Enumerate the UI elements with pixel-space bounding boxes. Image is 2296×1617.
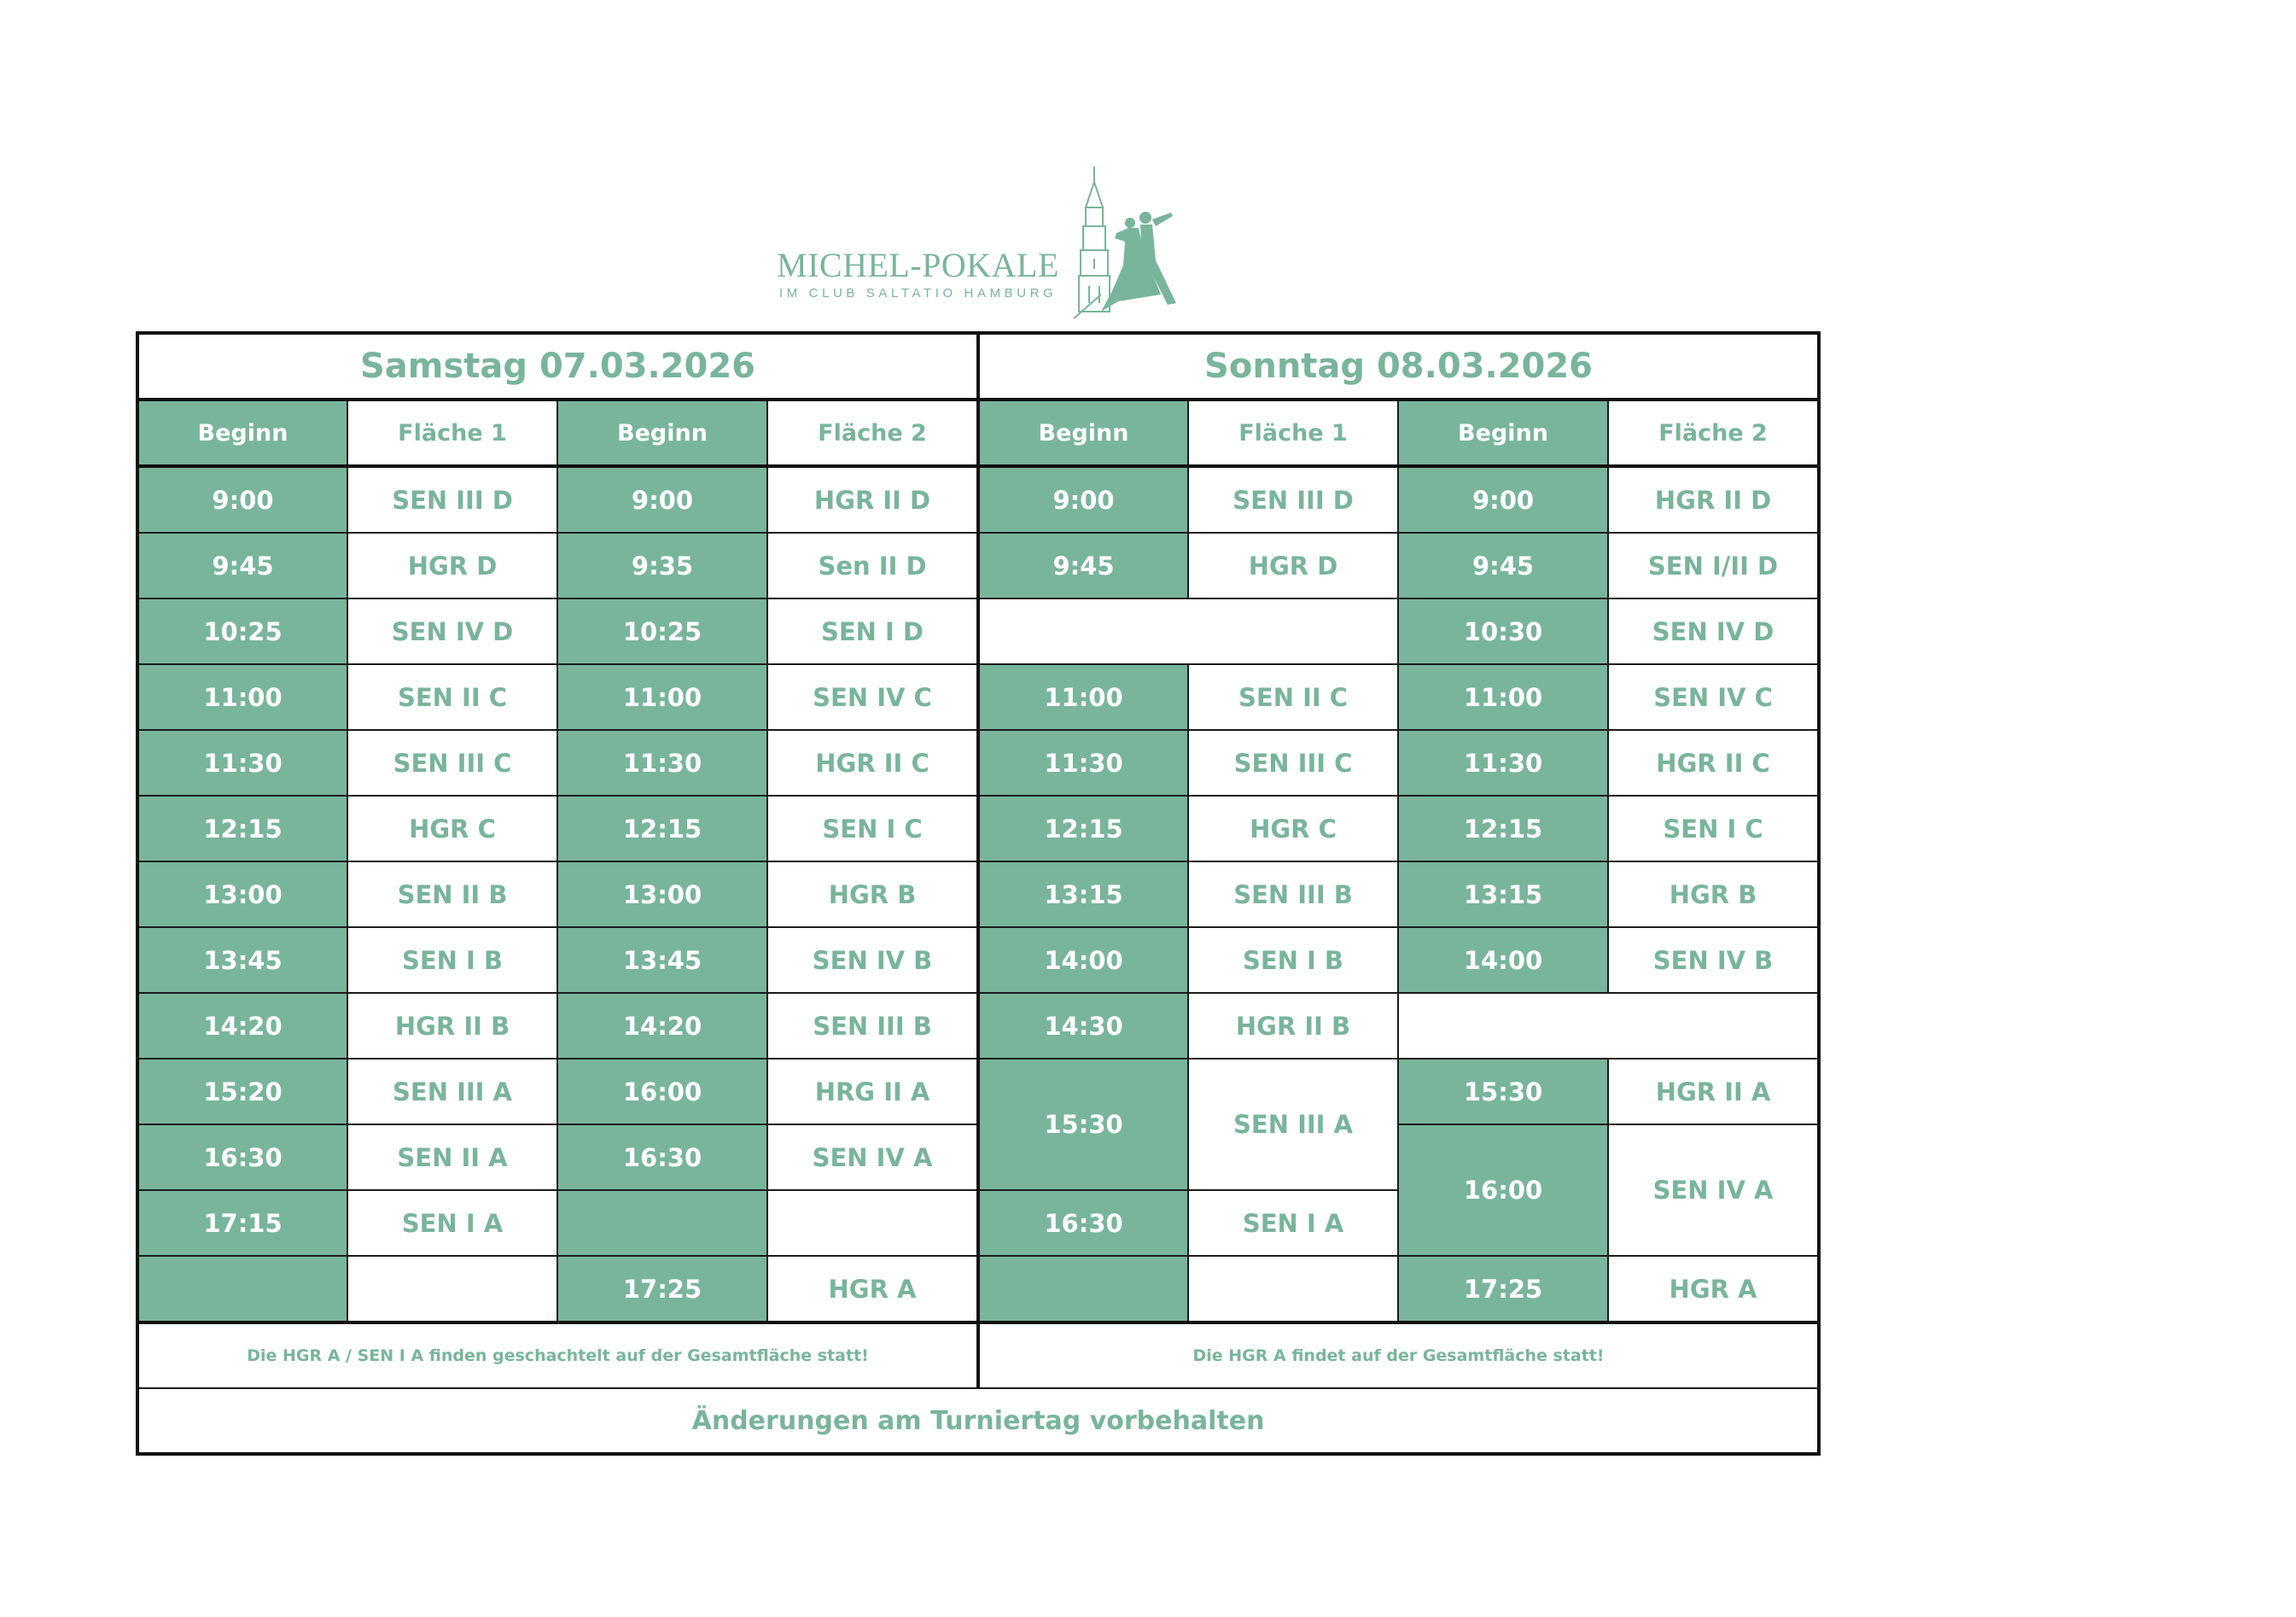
sat-f1-class: SEN II A [347,1124,557,1190]
sun-f2-time: 9:45 [1398,533,1608,598]
sat-f1-time: 15:20 [137,1059,347,1124]
footer-row [137,1388,1819,1454]
sat-f2-time: 10:25 [557,598,767,664]
schedule-row [137,1059,1819,1124]
sat-f2-time: 16:00 [557,1059,767,1124]
sun-f1-class: HGR II B [1188,993,1398,1059]
sun-f1-time: 11:30 [978,730,1188,796]
schedule-row [137,796,1819,861]
sat-f2-time: 9:35 [557,533,767,598]
sat-f1-time: 16:30 [137,1124,347,1190]
sat-f2-time: 9:00 [557,466,767,533]
logo-title: MICHEL-POKALE [777,246,1059,284]
schedule-row [137,993,1819,1059]
logo [772,166,1182,320]
sun-f2-class: HGR II D [1608,466,1819,533]
sat-f1-time: 9:00 [137,466,347,533]
sun-f1-class: SEN I B [1188,927,1398,993]
sun-col-header-beginn-2: Beginn [1398,400,1608,466]
church-tower-dancing-couple-icon [1067,166,1186,320]
sat-f2-class: Sen II D [767,533,978,598]
sun-f2-class: HGR A [1608,1256,1819,1322]
sat-f1-time: 9:45 [137,533,347,598]
sun-col-header-beginn-1: Beginn [978,400,1188,466]
sun-f2-class: SEN IV B [1608,927,1819,993]
sat-f2-time: 12:15 [557,796,767,861]
sat-f1-time: 11:00 [137,664,347,730]
sun-f1-time: 14:00 [978,927,1188,993]
schedule-row [137,664,1819,730]
sun-f1-class: SEN I A [1188,1190,1398,1256]
sun-f2-time: 12:15 [1398,796,1608,861]
sat-f2-class: SEN IV A [767,1124,978,1190]
sun-f2-class: HGR II C [1608,730,1819,796]
notes-row [137,1322,1819,1388]
sat-f2-class: SEN IV C [767,664,978,730]
sun-f2-time: 11:00 [1398,664,1608,730]
sat-f1-class: SEN III A [347,1059,557,1124]
sat-f1-time [137,1256,347,1322]
saturday-note: Die HGR A / SEN I A finden geschachtelt auf der Gesamtfläche statt! [137,1322,978,1388]
sat-f2-time: 17:25 [557,1256,767,1322]
sunday-title: Sonntag 08.03.2026 [978,333,1819,400]
sun-f1-class: HGR D [1188,533,1398,598]
sat-f2-class: HGR B [767,861,978,927]
sat-f2-time: 13:00 [557,861,767,927]
sat-f1-class: HGR II B [347,993,557,1059]
sun-f1-class: SEN III C [1188,730,1398,796]
sat-f1-class: HGR C [347,796,557,861]
sat-f1-class: SEN II C [347,664,557,730]
sat-f2-class: HGR A [767,1256,978,1322]
sun-f1-time: 14:30 [978,993,1188,1059]
sat-f1-class [347,1256,557,1322]
sat-f1-time: 13:45 [137,927,347,993]
sun-f2-time: 16:00 [1398,1124,1608,1256]
schedule-row [137,598,1819,664]
sat-col-header-beginn-2: Beginn [557,400,767,466]
sat-f1-class: SEN II B [347,861,557,927]
footer-disclaimer: Änderungen am Turniertag vorbehalten [137,1388,1819,1454]
sun-col-header-flaeche-1: Fläche 1 [1188,400,1398,466]
sat-f2-time: 13:45 [557,927,767,993]
sun-f1-empty [978,598,1398,664]
sat-f2-time: 11:30 [557,730,767,796]
sun-f1-time: 9:45 [978,533,1188,598]
sat-f2-class: SEN III B [767,993,978,1059]
sun-f1-time: 11:00 [978,664,1188,730]
sat-f1-class: HGR D [347,533,557,598]
sun-f2-class: SEN I/II D [1608,533,1819,598]
sun-f2-class: SEN IV A [1608,1124,1819,1256]
sat-f2-class: SEN I D [767,598,978,664]
sun-f2-time: 13:15 [1398,861,1608,927]
sat-f2-class: SEN I C [767,796,978,861]
sat-f1-class: SEN IV D [347,598,557,664]
sat-f2-class: HGR II D [767,466,978,533]
sun-f2-class: HGR II A [1608,1059,1819,1124]
sun-f1-time: 16:30 [978,1190,1188,1256]
sun-f1-time-empty [978,1256,1188,1322]
sun-f1-time: 9:00 [978,466,1188,533]
sun-f2-class: HGR B [1608,861,1819,927]
sun-f2-time: 17:25 [1398,1256,1608,1322]
sun-f1-time: 15:30 [978,1059,1188,1190]
sat-f1-time: 17:15 [137,1190,347,1256]
sun-f2-time: 14:00 [1398,927,1608,993]
sat-f2-time: 16:30 [557,1124,767,1190]
sat-f1-class: SEN III D [347,466,557,533]
schedule-body [137,333,1819,1454]
sat-f1-class: SEN III C [347,730,557,796]
logo-subtitle: IM CLUB SALTATIO HAMBURG [779,286,1058,301]
schedule-row [137,861,1819,927]
sun-f2-time: 9:00 [1398,466,1608,533]
sat-f1-time: 11:30 [137,730,347,796]
sun-f1-class: SEN III A [1188,1059,1398,1190]
sun-f2-time: 15:30 [1398,1059,1608,1124]
sat-f1-time: 12:15 [137,796,347,861]
sun-f2-class: SEN IV C [1608,664,1819,730]
sun-f1-time: 13:15 [978,861,1188,927]
sat-f2-class [767,1190,978,1256]
schedule-table [136,331,1821,1456]
sun-f2-class: SEN I C [1608,796,1819,861]
sat-col-header-beginn-1: Beginn [137,400,347,466]
sun-f2-time: 10:30 [1398,598,1608,664]
sat-f1-time: 14:20 [137,993,347,1059]
sun-f2-class: SEN IV D [1608,598,1819,664]
sat-f2-class: HRG II A [767,1059,978,1124]
sat-col-header-flaeche-1: Fläche 1 [347,400,557,466]
sunday-note: Die HGR A findet auf der Gesamtfläche statt! [978,1322,1819,1388]
sat-f2-time: 11:00 [557,664,767,730]
schedule-row [137,927,1819,993]
column-header-row [137,400,1819,466]
schedule-row [137,730,1819,796]
schedule-row [137,533,1819,598]
sun-col-header-flaeche-2: Fläche 2 [1608,400,1819,466]
sat-f1-class: SEN I B [347,927,557,993]
schedule-row [137,1256,1819,1322]
sun-f2-empty [1398,993,1819,1059]
sun-f1-class: HGR C [1188,796,1398,861]
sun-f1-class-empty [1188,1256,1398,1322]
sat-f1-class: SEN I A [347,1190,557,1256]
sun-f1-time: 12:15 [978,796,1188,861]
sat-f2-class: SEN IV B [767,927,978,993]
sat-f2-time [557,1190,767,1256]
sun-f1-class: SEN III D [1188,466,1398,533]
sat-f2-class: HGR II C [767,730,978,796]
sun-f1-class: SEN III B [1188,861,1398,927]
sat-f1-time: 10:25 [137,598,347,664]
saturday-title: Samstag 07.03.2026 [137,333,978,400]
sun-f2-time: 11:30 [1398,730,1608,796]
schedule-row [137,466,1819,533]
day-header-row [137,333,1819,400]
sat-col-header-flaeche-2: Fläche 2 [767,400,978,466]
sat-f2-time: 14:20 [557,993,767,1059]
sat-f1-time: 13:00 [137,861,347,927]
sun-f1-class: SEN II C [1188,664,1398,730]
